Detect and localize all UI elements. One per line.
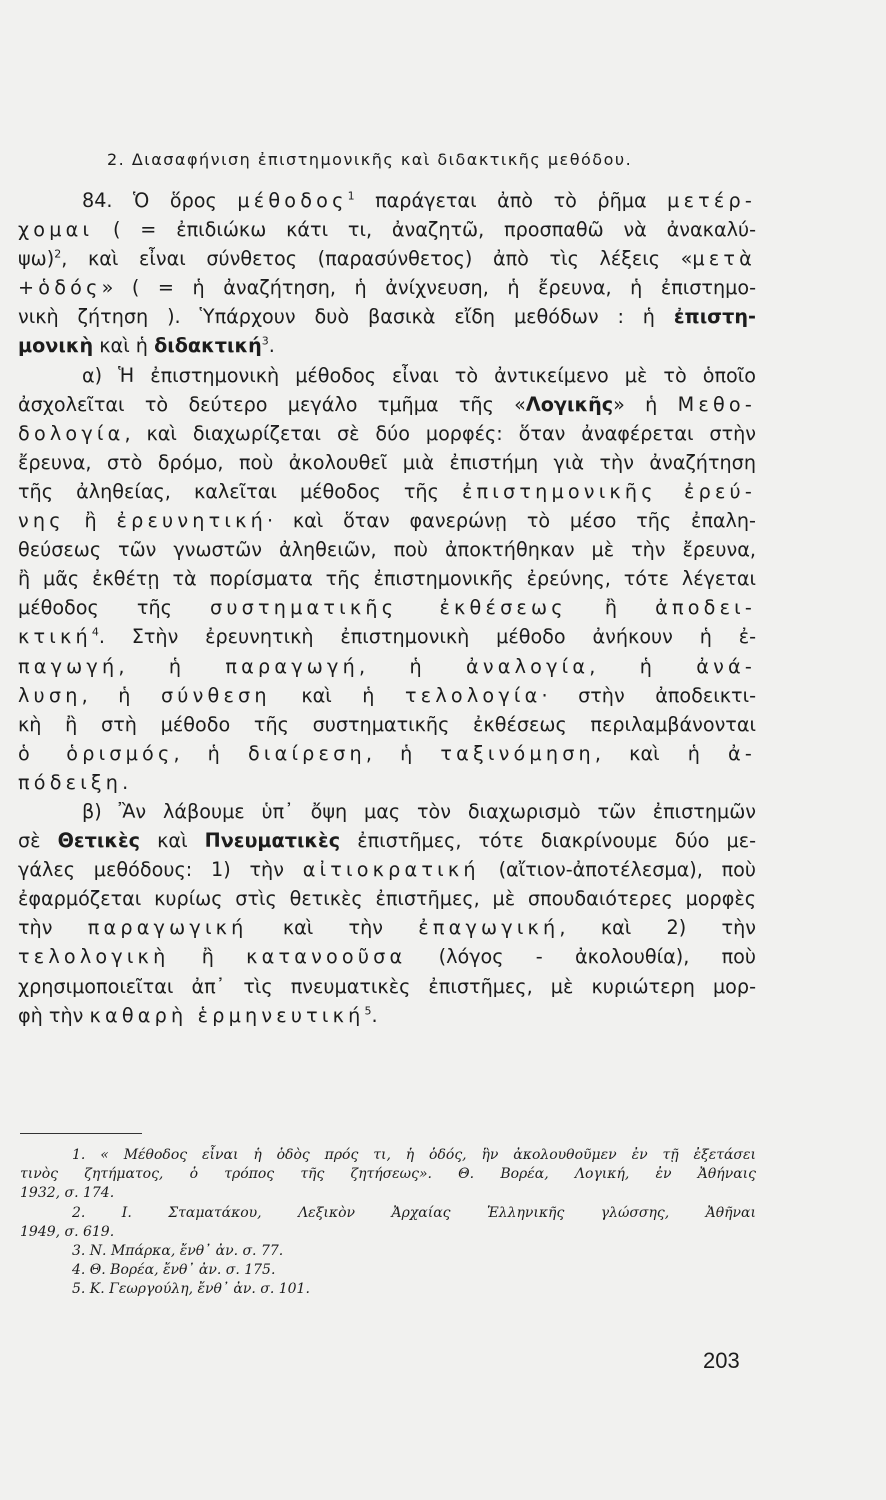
- text-line: ὁ ὁρισμός, ἡ διαίρεση, ἡ ταξινόμηση, καὶ ἡ ἀ-: [18, 741, 757, 765]
- footnotes: [20, 1146, 756, 1300]
- text-line: μέθοδος τῆς συστηματικῆς ἐκθέσεως ἢ ἀποδει-: [18, 596, 756, 620]
- text-line: χομαι ( = ἐπιδιώκω κάτι τι, ἀναζητῶ, προσπαθῶ νὰ ἀνακαλύ-: [18, 218, 756, 242]
- footnote-line: 1932, σ. 174.: [20, 1185, 115, 1202]
- text-line: τῆς ἀληθείας, καλεῖται μέθοδος τῆς ἐπιστημονικῆς ἐρεύ-: [18, 479, 756, 503]
- page-number: 203: [703, 1348, 740, 1373]
- footnote-line: 2. Ι. Σταματάκου, Λεξικὸν Ἀρχαίας Ἑλληνικῆς γλώσσης, Ἀθῆναι: [72, 1204, 756, 1221]
- text-line: κτική$^4$. Στὴν ἐρευνητικὴ ἐπιστημονικὴ μέθοδο ἀνήκουν ἡ ἐ-: [18, 625, 756, 649]
- text-line: σὲ Θετικὲς καὶ Πνευματικὲς ἐπιστῆμες, τότε διακρίνουμε δύο με-: [18, 829, 756, 853]
- text-line: +ὁδός» ( = ἡ ἀναζήτηση, ἡ ἀνίχνευση, ἡ ἔρευνα, ἡ ἐπιστημο-: [18, 276, 756, 300]
- text-line: παγωγή, ἡ παραγωγή, ἡ ἀναλογία, ἡ ἀνά-: [18, 654, 757, 678]
- text-line: νικὴ ζήτηση ). Ὑπάρχουν δυὸ βασικὰ εἴδη μεθόδων : ἡ ἐπιστη-: [18, 305, 756, 329]
- text-line: θεύσεως τῶν γνωστῶν ἀληθειῶν, ποὺ ἀποκτήθηκαν μὲ τὴν ἔρευνα,: [18, 538, 756, 562]
- text-line: λυση, ἡ σύνθεση καὶ ἡ τελολογία· στὴν ἀποδεικτι-: [18, 683, 757, 707]
- text-line: ἔρευνα, στὸ δρόμο, ποὺ ἀκολουθεῖ μιὰ ἐπιστήμη γιὰ τὴν ἀναζήτηση: [18, 450, 756, 474]
- section-heading: 2. Διασαφήνιση ἐπιστημονικῆς καὶ διδακτικῆς μεθόδου.: [107, 150, 633, 169]
- text-line: β) Ἂν λάβουμε ὑπ᾿ ὄψη μας τὸν διαχωρισμὸ τῶν ἐπιστημῶν: [82, 799, 756, 823]
- footnote-line: 5. Κ. Γεωργούλη, ἔνθ᾿ ἀν. σ. 101.: [72, 1281, 310, 1298]
- text-line: νης ἢ ἐρευνητική· καὶ ὅταν φανερώνῃ τὸ μέσο τῆς ἐπαλη-: [18, 509, 756, 533]
- text-line: δολογία, καὶ διαχωρίζεται σὲ δύο μορφές: ὅταν ἀναφέρεται στὴν: [18, 421, 756, 445]
- text-line: ἢ μᾶς ἐκθέτῃ τὰ πορίσματα τῆς ἐπιστημονικῆς ἐρεύνης, τότε λέγεται: [18, 567, 756, 591]
- footnote-divider: [20, 1133, 142, 1134]
- text-line: ψω)$^2$, καὶ εἶναι σύνθετος (παρασύνθετος) ἀπὸ τὶς λέξεις «μετὰ: [18, 247, 756, 271]
- footnote-line: 4. Θ. Βορέα, ἔνθ᾿ ἀν. σ. 175.: [72, 1262, 276, 1279]
- text-line: τελολογικὴ ἢ κατανοοῦσα (λόγος - ἀκολουθία), ποὺ: [18, 945, 756, 969]
- text-line: κὴ ἢ στὴ μέθοδο τῆς συστηματικῆς ἐκθέσεως περιλαμβάνονται: [18, 712, 756, 736]
- text-line: φὴ τὴν καθαρὴ ἑρμηνευτική$^5$.: [18, 1003, 378, 1027]
- text-line: 84. Ὁ ὅρος μέθοδος$^1$ παράγεται ἀπὸ τὸ ῥῆμα μετέρ-: [82, 189, 756, 212]
- footnote-line: 1. « Μέθοδος εἶναι ἡ ὁδὸς πρός τι, ἡ ὁδός, ἣν ἀκολουθοῦμεν ἐν τῇ ἐξετάσει: [72, 1147, 756, 1163]
- text-line: ἀσχολεῖται τὸ δεύτερο μεγάλο τμῆμα τῆς «Λογικῆς» ἡ Μεθο-: [18, 392, 757, 416]
- text-line: χρησιμοποιεῖται ἀπ᾿ τὶς πνευματικὲς ἐπιστῆμες, μὲ κυριώτερη μορ-: [18, 974, 756, 998]
- main-text: [18, 186, 756, 1030]
- footnote-line: 3. Ν. Μπάρκα, ἔνθ᾿ ἀν. σ. 77.: [72, 1242, 284, 1259]
- text-line: μονικὴ καὶ ἡ διδακτική$^3$.: [18, 334, 275, 358]
- text-line: α) Ἡ ἐπιστημονικὴ μέθοδος εἶναι τὸ ἀντικείμενο μὲ τὸ ὁποῖο: [82, 363, 756, 387]
- text-line: πόδειξη.: [18, 770, 129, 794]
- footnote-line: 1949, σ. 619.: [20, 1223, 115, 1240]
- text-line: γάλες μεθόδους: 1) τὴν αἰτιοκρατική (αἴτιον-ἀποτέλεσμα), ποὺ: [18, 858, 757, 882]
- text-line: τὴν παραγωγική καὶ τὴν ἐπαγωγική, καὶ 2) τὴν: [18, 916, 756, 940]
- text-line: ἐφαρμόζεται κυρίως στὶς θετικὲς ἐπιστῆμες, μὲ σπουδαιότερες μορφὲς: [18, 887, 756, 911]
- footnote-line: τινὸς ζητήματος, ὁ τρόπος τῆς ζητήσεως». Θ. Βορέα, Λογική, ἐν Ἀθήναις: [20, 1166, 756, 1183]
